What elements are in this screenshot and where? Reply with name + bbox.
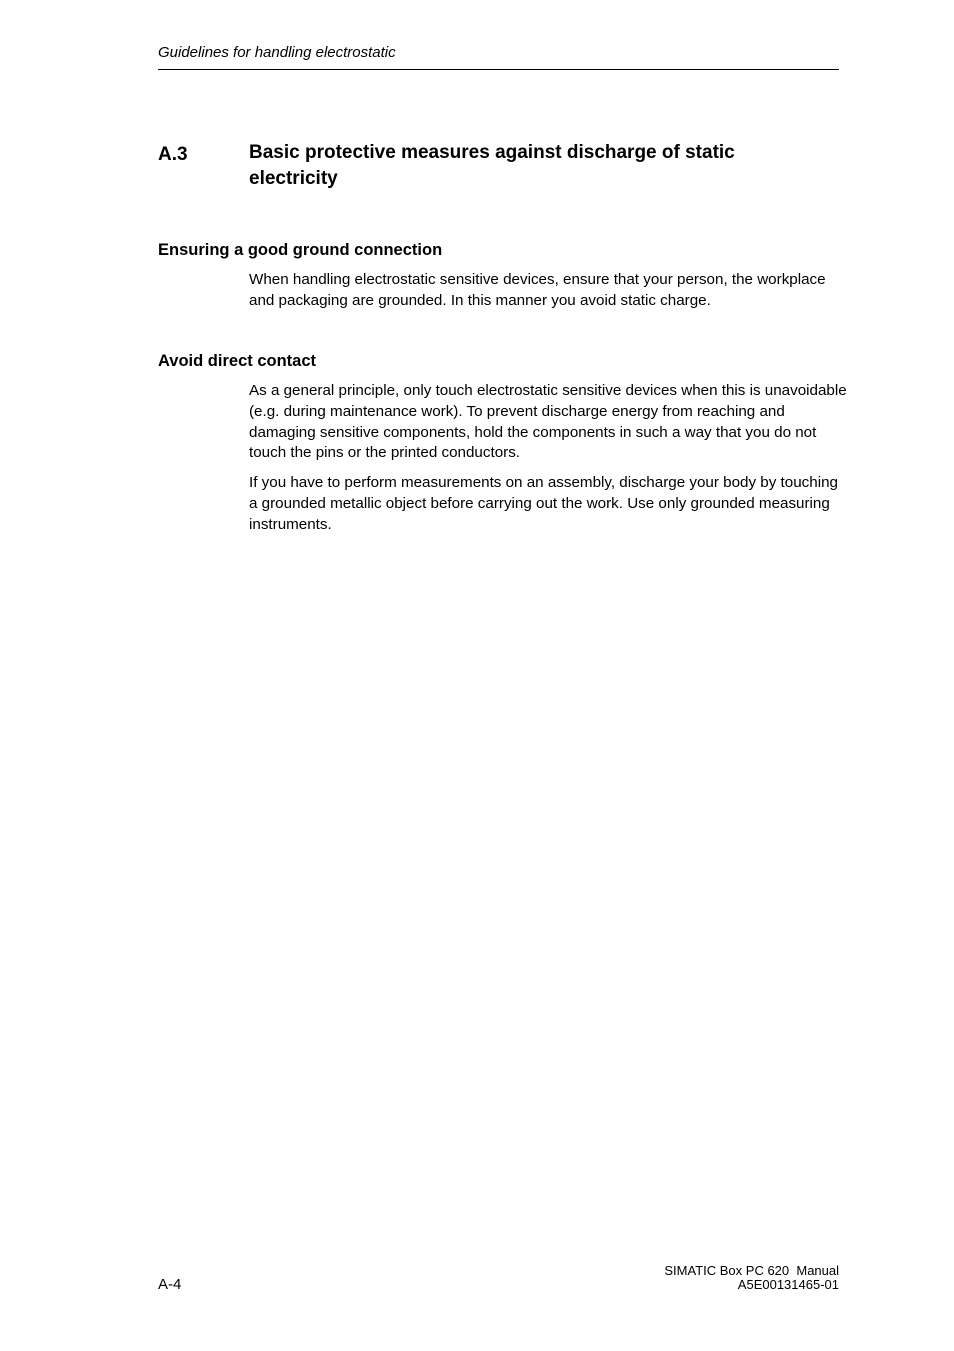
paragraph-direct-contact-1: As a general principle, only touch electrostatic sensitive devices when this is unavoidable (e.g. during maintenance work). To prevent discharge energy from reaching and damaging sensitive components, hold the components in such a way that you do not touch the pins or the printed conductors. <box>249 382 847 462</box>
running-header: Guidelines for handling electrostatic <box>158 44 396 61</box>
page-number: A-4 <box>158 1276 182 1293</box>
subheading-ground-connection: Ensuring a good ground connection <box>158 241 443 259</box>
section-title: Basic protective measures against discharge of static electricity <box>249 142 735 189</box>
section-number: A.3 <box>158 144 188 165</box>
manual-title: SIMATIC Box PC 620 Manual <box>664 1263 839 1278</box>
subheading-direct-contact: Avoid direct contact <box>158 352 316 370</box>
paragraph-direct-contact-2: If you have to perform measurements on an assembly, discharge your body by touching a grounded metallic object before carrying out the work. Use only grounded measuring instruments. <box>249 474 838 533</box>
header-divider <box>158 69 839 70</box>
paragraph-ground-connection: When handling electrostatic sensitive devices, ensure that your person, the workplace and packaging are grounded. In this manner you avoid static charge. <box>249 271 826 309</box>
order-number: A5E00131465-01 <box>737 1277 839 1292</box>
footer-document-info <box>664 1264 839 1292</box>
